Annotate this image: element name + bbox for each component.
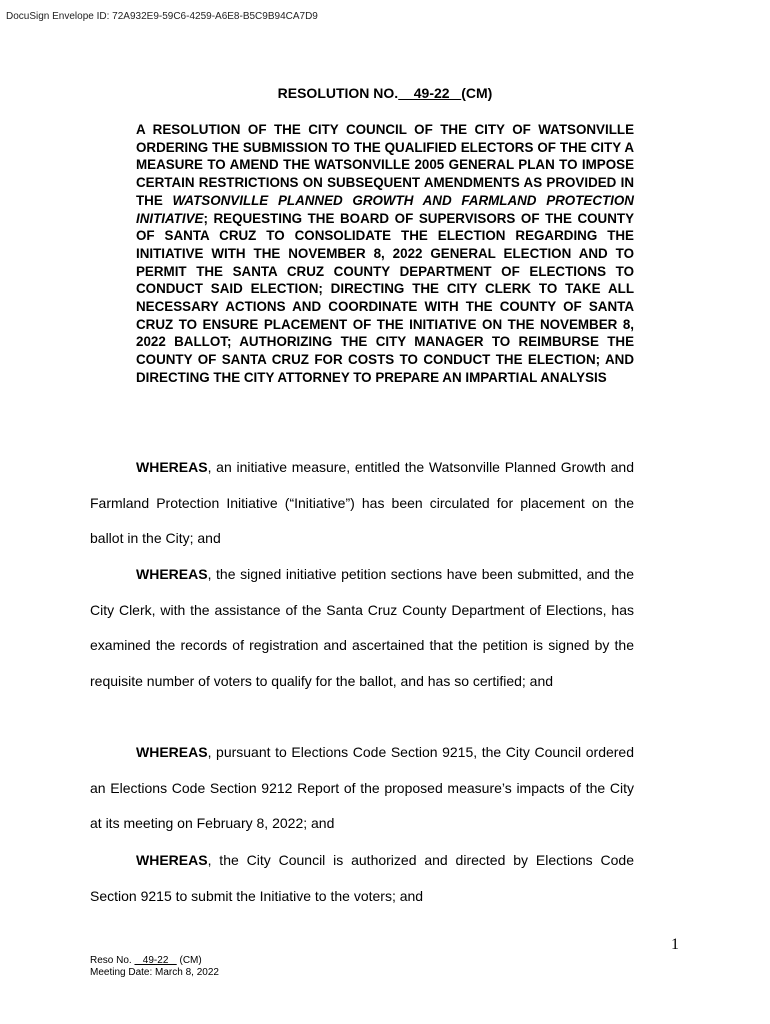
whereas-paragraph-2 <box>90 557 634 700</box>
whereas-text: , pursuant to Elections Code Section 9215, the City Council ordered an Elections Code Section 9212 Report of the proposed measure’s impacts of the City at its meeting on February 8, 2022; and <box>90 744 634 832</box>
whereas-lead: WHEREAS <box>136 744 208 760</box>
resolution-heading <box>136 121 634 387</box>
page-number: 1 <box>671 936 679 953</box>
resolution-number: 49-22 <box>398 85 462 101</box>
whereas-text: , the City Council is authorized and directed by Elections Code Section 9215 to submit the Initiative to the voters; and <box>90 852 634 904</box>
footer-reso-line <box>90 955 219 967</box>
footer-reso-prefix: Reso No. <box>90 955 132 966</box>
heading-part-2: ; REQUESTING THE BOARD OF SUPERVISORS OF THE COUNTY OF SANTA CRUZ TO CONSOLIDATE THE ELECTION REGARDING THE INITIATIVE WITH THE NOVEMBER 8, 2022 GENERAL ELECTION AND TO PERMIT THE SANTA CRUZ COUNTY DEPARTMENT OF ELECTIONS TO CONDUCT SAID ELECTION; DIRECTING THE CITY CLERK TO TAKE ALL NECESSARY ACTIONS AND COORDINATE WITH THE COUNTY OF SANTA CRUZ TO ENSURE PLACEMENT OF THE INITIATIVE ON THE NOVEMBER 8, 2022 BALLOT; AUTHORIZING THE CITY MANAGER TO REIMBURSE THE COUNTY OF SANTA CRUZ FOR COSTS TO CONDUCT THE ELECTION; AND DIRECTING THE CITY ATTORNEY TO PREPARE AN IMPARTIAL ANALYSIS <box>136 210 634 385</box>
resolution-title <box>0 85 770 101</box>
whereas-lead: WHEREAS <box>136 852 208 868</box>
whereas-text: , the signed initiative petition sections have been submitted, and the City Clerk, with the assistance of the Santa Cruz County Department of Elections, has examined the records of registration and ascertained that the petition is signed by the requisite number of voters to qualify for the ballot, and has so certified; and <box>90 566 634 690</box>
footer-meeting-date: Meeting Date: March 8, 2022 <box>90 966 219 978</box>
whereas-paragraph-4 <box>90 843 634 914</box>
whereas-paragraph-1 <box>90 450 634 557</box>
whereas-lead: WHEREAS <box>136 459 208 475</box>
footer-reso-number: 49-22 <box>134 955 177 966</box>
footer-reso-suffix: (CM) <box>179 955 202 966</box>
docusign-envelope-id: DocuSign Envelope ID: 72A932E9-59C6-4259-A6E8-B5C9B94CA7D9 <box>6 11 318 22</box>
page-footer <box>90 955 219 978</box>
resolution-prefix: RESOLUTION NO. <box>277 85 399 101</box>
whereas-lead: WHEREAS <box>136 566 208 582</box>
whereas-paragraph-3 <box>90 735 634 842</box>
whereas-text: , an initiative measure, entitled the Watsonville Planned Growth and Farmland Protection Initiative (“Initiative”) has been circulated for placement on the ballot in the City; and <box>90 459 634 547</box>
heading-part-1: A RESOLUTION OF THE CITY COUNCIL OF THE CITY OF WATSONVILLE ORDERING THE SUBMISSION TO THE QUALIFIED ELECTORS OF THE CITY A MEASURE TO AMEND THE WATSONVILLE 2005 GENERAL PLAN TO IMPOSE CERTAIN RESTRICTIONS ON SUBSEQUENT AMENDMENTS AS PROVIDED IN THE <box>136 122 634 208</box>
initiative-name: WATSONVILLE PLANNED GROWTH AND FARMLAND PROTECTION INITIATIVE <box>136 192 634 226</box>
resolution-suffix: (CM) <box>461 85 493 101</box>
